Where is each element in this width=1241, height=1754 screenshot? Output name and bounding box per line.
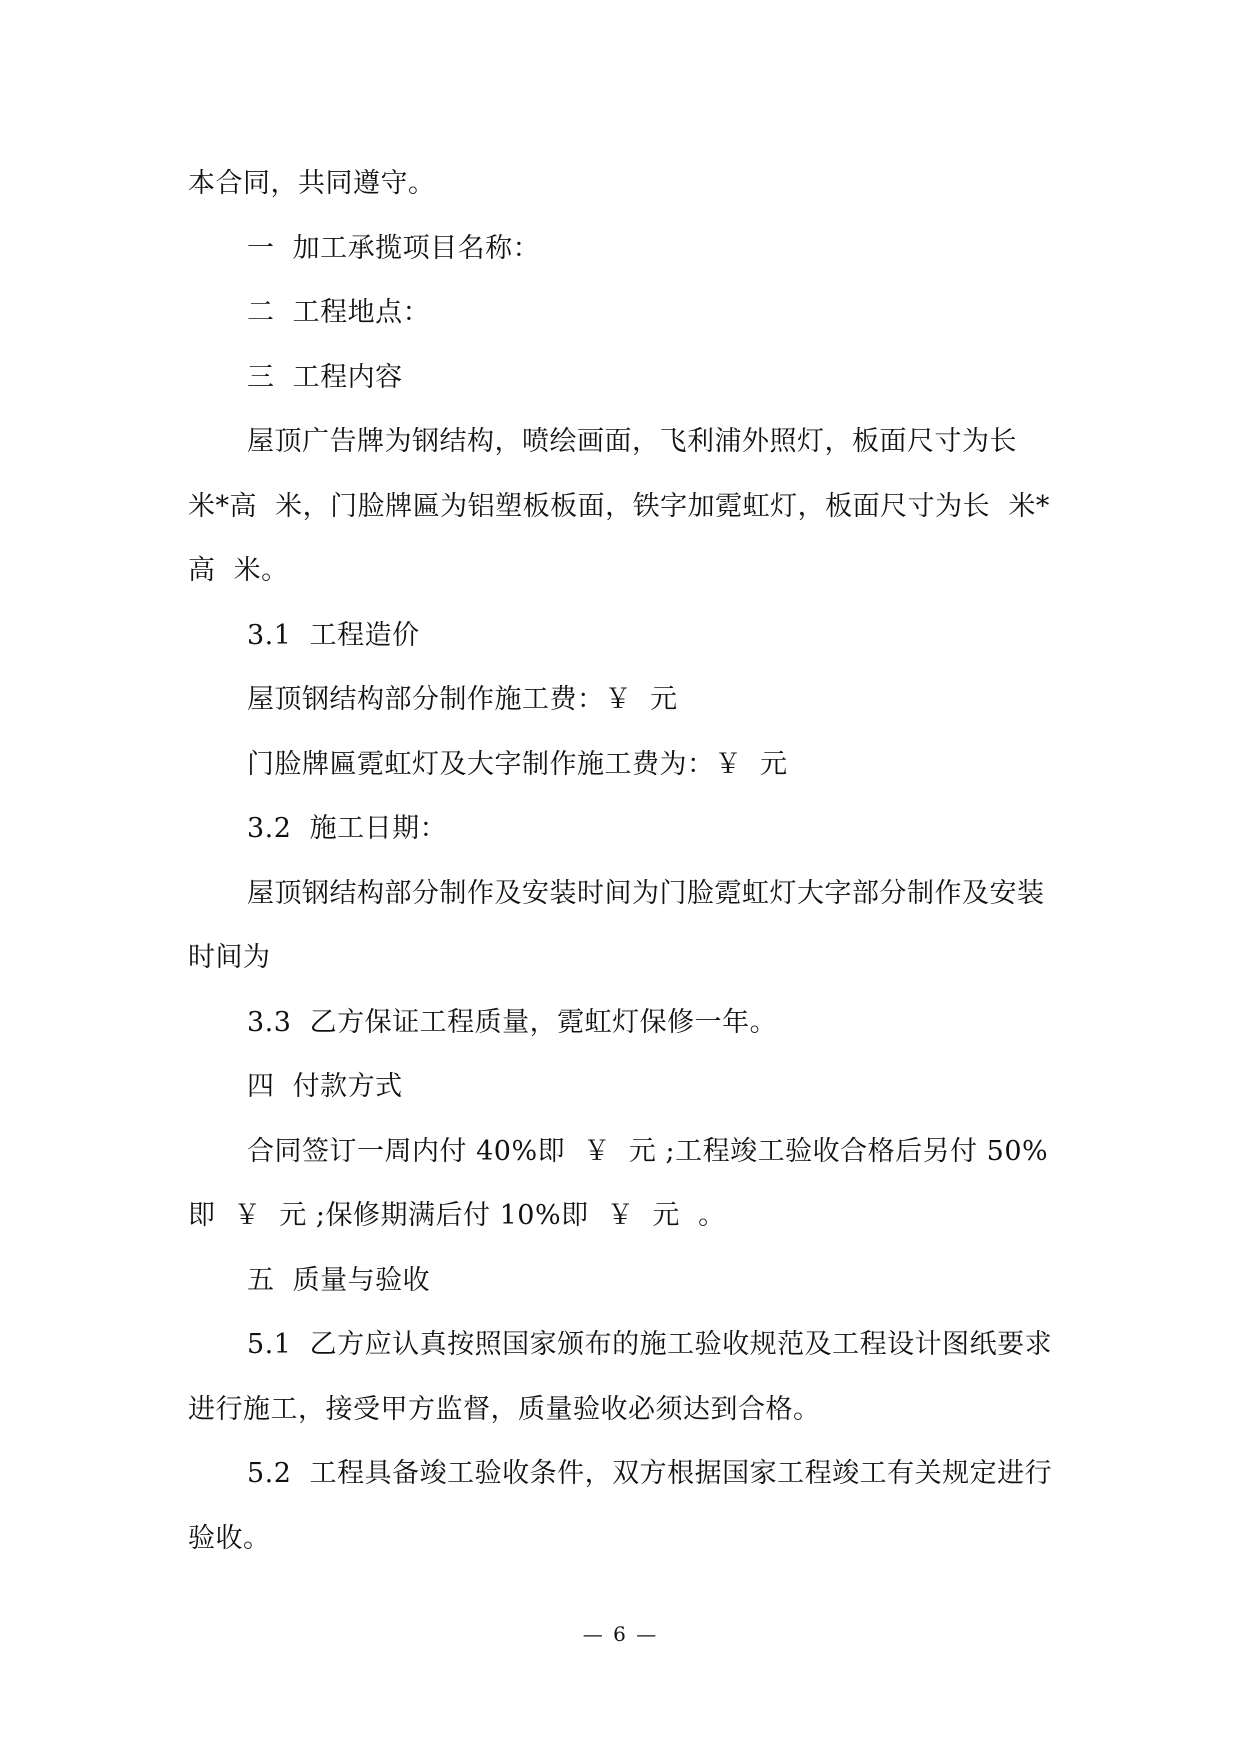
paragraph-13: 合同签订一周内付 40%即 ￥ 元 ;工程竣工验收合格后另付 50%即 ￥ 元 ;保修期满后付 10%即 ￥ 元 。 — [188, 1135, 1049, 1231]
paragraph-2: 一 加工承揽项目名称： — [247, 232, 541, 264]
paragraph-10: 屋顶钢结构部分制作及安装时间为门脸霓虹灯大字部分制作及安装时间为 — [188, 877, 1045, 973]
paragraph-7: 屋顶钢结构部分制作施工费：￥ 元 — [247, 684, 678, 715]
paragraph-14: 五 质量与验收 — [247, 1264, 431, 1296]
paragraph-12: 四 付款方式 — [247, 1071, 403, 1102]
paragraph-4: 三 工程内容 — [247, 361, 403, 393]
paragraph-16: 5.2 工程具备竣工验收条件，双方根据国家工程竣工有关规定进行验收。 — [188, 1458, 1053, 1554]
paragraph-8: 门脸牌匾霓虹灯及大字制作施工费为：￥ 元 — [247, 748, 788, 780]
paragraph-5: 屋顶广告牌为钢结构，喷绘画面，飞利浦外照灯，板面尺寸为长 米*高 米，门脸牌匾为铝塑板板面，铁字加霓虹灯，板面尺寸为长 米*高 米。 — [188, 426, 1050, 586]
paragraph-9: 3.2 施工日期： — [247, 813, 448, 844]
paragraph-6: 3.1 工程造价 — [247, 619, 420, 651]
paragraph-1: 本合同，共同遵守。 — [188, 168, 436, 199]
paragraph-3: 二 工程地点： — [247, 297, 431, 328]
page-number: — 6 — — [582, 1622, 659, 1646]
document-body — [188, 152, 1058, 1571]
paragraph-11: 3.3 乙方保证工程质量，霓虹灯保修一年。 — [247, 1006, 778, 1038]
paragraph-15: 5.1 乙方应认真按照国家颁布的施工验收规范及工程设计图纸要求进行施工，接受甲方监督，质量验收必须达到合格。 — [188, 1329, 1053, 1425]
